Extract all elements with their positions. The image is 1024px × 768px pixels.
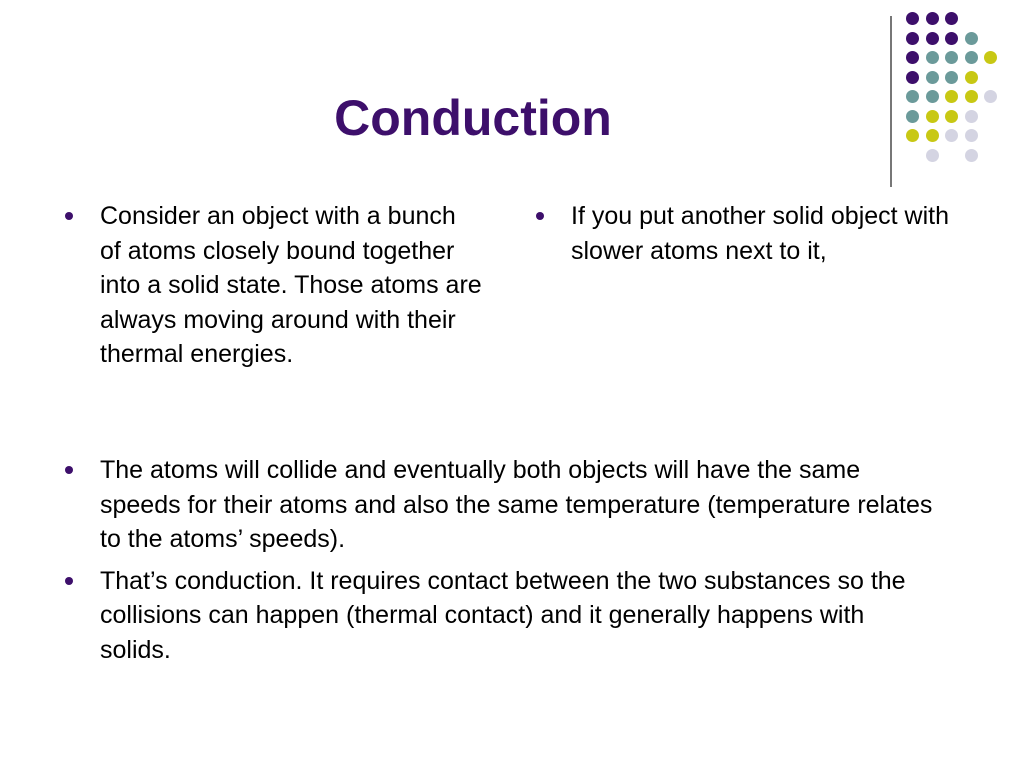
- decorative-dot: [926, 129, 939, 142]
- decorative-dot: [965, 90, 978, 103]
- bullet-item: [62, 564, 942, 668]
- decorative-dot: [965, 71, 978, 84]
- decorative-dot: [926, 71, 939, 84]
- left-column-list: [62, 199, 482, 379]
- decorative-dot: [906, 110, 919, 123]
- bullet-icon: [65, 212, 73, 220]
- decorative-dot: [926, 110, 939, 123]
- decorative-dot: [984, 90, 997, 103]
- decorative-dot: [945, 51, 958, 64]
- decorative-dot: [926, 51, 939, 64]
- bullet-icon: [65, 577, 73, 585]
- decorative-dot: [945, 90, 958, 103]
- bullet-icon: [65, 466, 73, 474]
- decorative-dot: [945, 110, 958, 123]
- decorative-dot: [945, 129, 958, 142]
- decorative-dot: [984, 51, 997, 64]
- decorative-dot: [965, 110, 978, 123]
- decorative-dot: [926, 32, 939, 45]
- decorative-dot: [945, 71, 958, 84]
- decorative-dot: [926, 90, 939, 103]
- decorative-dot: [906, 12, 919, 25]
- bullet-text: Consider an object with a bunch of atoms closely bound together into a solid state. Those atoms are always moving around with their thermal energies.: [100, 202, 482, 368]
- decorative-dot: [965, 32, 978, 45]
- bullet-text: If you put another solid object with slower atoms next to it,: [571, 202, 950, 265]
- decorative-dot: [906, 71, 919, 84]
- bullet-item: [62, 199, 482, 372]
- right-column-list: [533, 199, 973, 275]
- decorative-dot: [926, 12, 939, 25]
- decorative-dot: [926, 149, 939, 162]
- decorative-dot: [965, 129, 978, 142]
- bullet-item: [533, 199, 973, 268]
- decorative-dot-grid: [906, 12, 1006, 172]
- decorative-dot: [965, 51, 978, 64]
- decorative-dot: [945, 32, 958, 45]
- bottom-bullet-list: [62, 453, 942, 674]
- decorative-dot: [906, 32, 919, 45]
- slide-title: Conduction: [334, 90, 612, 146]
- bullet-text: That’s conduction. It requires contact between the two substances so the collisions can happen (thermal contact) and it generally happens with solids.: [100, 566, 906, 664]
- bullet-text: The atoms will collide and eventually both objects will have the same speeds for their atoms and also the same temperature (temperature relates to the atoms’ speeds).: [100, 456, 933, 553]
- bullet-icon: [536, 212, 544, 220]
- decorative-dot: [945, 12, 958, 25]
- bullet-item: [62, 453, 942, 557]
- decorative-dot: [906, 90, 919, 103]
- decorative-dot: [906, 51, 919, 64]
- vertical-divider: [890, 16, 892, 187]
- decorative-dot: [965, 149, 978, 162]
- decorative-dot: [906, 129, 919, 142]
